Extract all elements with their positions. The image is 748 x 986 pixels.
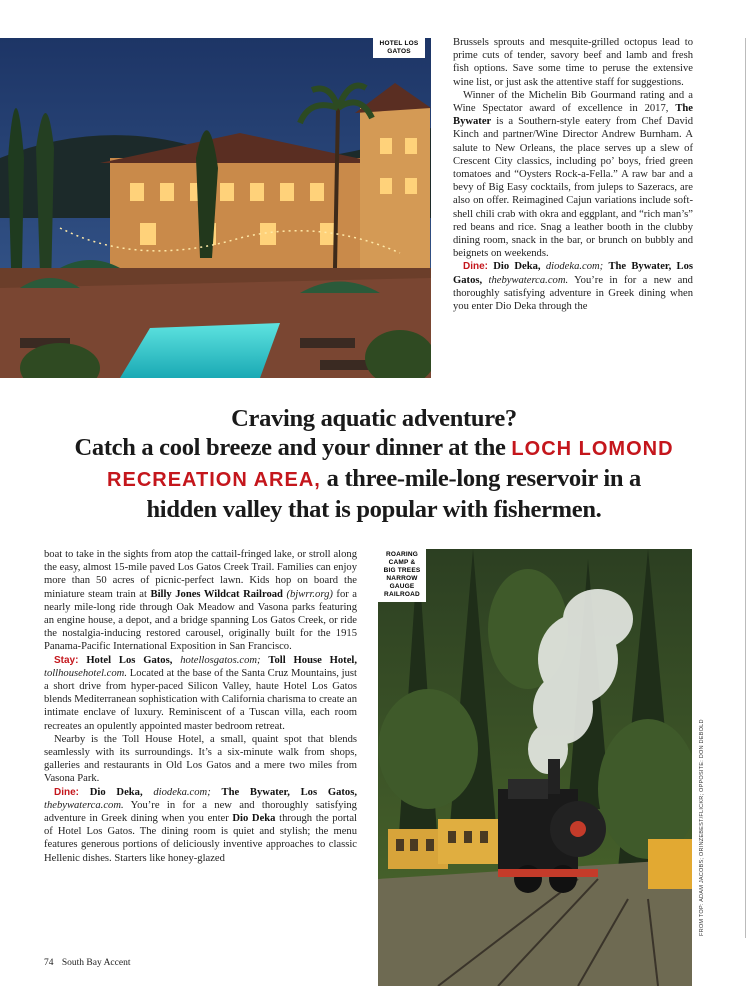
page-edge-rule xyxy=(745,38,746,938)
restaurant-url: diodeka.com; xyxy=(545,261,604,273)
paragraph: Brussels sprouts and mesquite-grilled octopus lead to prime cuts of tender, savory beef and lamb and fresh fish options. Save some time to peruse the extensive wine list, or just ask the attentive staff for suggestions. xyxy=(453,37,693,88)
restaurant-url: diodeka.com; xyxy=(153,786,211,798)
train-photo-illustration xyxy=(378,549,692,986)
pull-quote-highlight: LOCH LOMOND xyxy=(511,438,674,460)
bottom-left-column xyxy=(44,548,357,865)
photo-credit: FROM TOP: ADAM JACOBS; ORINZEBEST/FLICKR; OPPOSITE: DON DEBOLD xyxy=(699,719,705,936)
caption-line: CAMP & xyxy=(388,559,416,566)
dine-paragraph: Dine: Dio Deka, diodeka.com; The Bywater, Los Gatos, thebywaterca.com. You’re in for a new and thoroughly satisfying adventure in Greek dining when you enter Dio Deka through the portal of Hotel Los Gatos. The dining room is quiet and stylish; the menu features generous portions of deliciously inventive approaches to classic Hellenic dishes. Starters like honey-glazed xyxy=(44,786,357,864)
restaurant-name: Dio Deka xyxy=(232,813,276,825)
restaurant-name: The Bywater, Los Gatos, xyxy=(221,786,357,798)
caption-line: RAILROAD xyxy=(384,591,420,598)
train-photo-caption xyxy=(378,549,426,602)
hotel-url: tollhousehotel.com. xyxy=(44,667,127,679)
paragraph: Winner of the Michelin Bib Gourmand rating and a Wine Spectator award of excellence in 2017, The Bywater is a Southern-style eatery from Chef David Kinch and partner/Wine Director Andrew Burnham. A salute to New Orleans, the place serves up a slew of Crescent City classics, including po’ boys, fried green tomatoes and “Oysters Rock-a-Fella.” A raw bar and a bevy of Big Easy cocktails, from juleps to Sazeracs, are also on offer. Reimagined Cajun variations include soft-shell chili crab with okra and eggplant, and “rich man’s” red beans and rice. Snag a leather booth in the clubby dining room, snack in the bar, or brunch on bubbly and beignets on weekends. xyxy=(453,89,693,260)
stay-label: Stay: xyxy=(54,654,79,666)
restaurant-url: thebywaterca.com. xyxy=(44,799,124,811)
pull-quote xyxy=(40,404,708,524)
restaurant-name: Dio Deka, xyxy=(493,261,541,273)
caption-line: GAUGE xyxy=(389,583,415,590)
pull-quote-line: hidden valley that is popular with fishermen. xyxy=(146,496,602,523)
pull-quote-line: Catch a cool breeze and your dinner at the LOCH LOMOND xyxy=(74,434,674,461)
page-number: 74 xyxy=(44,958,54,968)
caption-line: NARROW xyxy=(386,575,418,582)
hotel-url: hotellosgatos.com; xyxy=(180,654,261,666)
folio xyxy=(44,958,130,968)
attraction-name: Billy Jones Wildcat Railroad xyxy=(150,588,283,600)
dine-paragraph: Dine: Dio Deka, diodeka.com; The Bywater, Los Gatos, thebywaterca.com. You’re in for a new and thoroughly satisfying adventure in Greek dining when you enter Dio Deka through the xyxy=(453,261,693,313)
hotel-photo-caption xyxy=(373,38,425,58)
caption-line: BIG TREES xyxy=(383,567,421,574)
restaurant-name: The Bywater xyxy=(453,103,693,128)
pull-quote-highlight: RECREATION AREA, xyxy=(107,469,321,491)
restaurant-name: The Bywater, Los Gatos, xyxy=(453,261,693,286)
hotel-los-gatos-photo xyxy=(0,38,431,378)
caption-line: GATOS xyxy=(387,48,411,55)
caption-line: HOTEL LOS xyxy=(379,40,419,47)
dine-label: Dine: xyxy=(54,786,79,798)
hotel-photo-illustration xyxy=(0,38,431,378)
caption-line: ROARING xyxy=(385,551,419,558)
top-right-column xyxy=(453,36,693,313)
restaurant-name: Dio Deka, xyxy=(89,786,143,798)
restaurant-url: thebywaterca.com. xyxy=(488,274,569,286)
paragraph: Nearby is the Toll House Hotel, a small, quaint spot that blends seamlessly with its surroundings. It’s a six-minute walk from shops, galleries and restaurants in Old Los Gatos and a mere two miles from Vasona Park. xyxy=(44,733,357,785)
paragraph: boat to take in the sights from atop the cattail-fringed lake, or stroll along the easy, almost 15-mile paved Los Gatos Creek Trail. Families can enjoy more than 50 acres of picnic-perfect lawn. Kids hop on board the miniature steam train at Billy Jones Wildcat Railroad (bjwrr.org) for a nearly mile-long ride through Oak Meadow and Vasona parks featuring an engine house, a depot, and a bridge spanning Los Gatos Creek, or ride the nostalgia-inducing restored carousel, originally built for the 1915 Panama-Pacific International Exposition in San Francisco. xyxy=(44,549,358,653)
pull-quote-line: Craving aquatic adventure? xyxy=(231,405,517,432)
magazine-name: South Bay Accent xyxy=(61,958,131,968)
dine-label: Dine: xyxy=(463,261,488,273)
pull-quote-line: RECREATION AREA, a three-mile-long reservoir in a xyxy=(107,465,641,492)
hotel-name: Hotel Los Gatos, xyxy=(86,654,173,666)
hotel-name: Toll House Hotel, xyxy=(268,654,357,666)
attraction-url: (bjwrr.org) xyxy=(286,588,333,600)
roaring-camp-train-photo xyxy=(378,549,692,986)
stay-paragraph: Stay: Hotel Los Gatos, hotellosgatos.com; Toll House Hotel, tollhousehotel.com. Located at the base of the Santa Cruz Mountains, just a short drive from hyper-paced Silicon Valley, haute Hotel Los Gatos blends Mediterranean sophistication with California charisma to create an intimate enclave of luxury. Reminiscent of a Tuscan villa, each room recreates an opulently appointed master bedroom retreat. xyxy=(44,654,357,732)
